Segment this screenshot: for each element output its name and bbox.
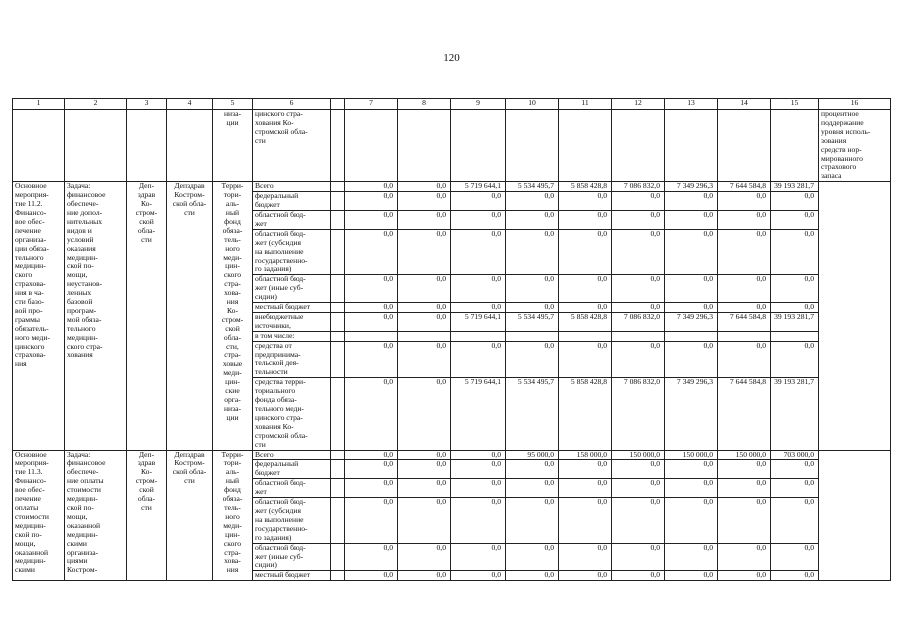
gap-cell: [331, 110, 345, 182]
amount-value: 0,0: [665, 229, 718, 275]
gap-cell: [331, 460, 345, 479]
amount-value: [612, 331, 665, 341]
amount-value: 0,0: [559, 341, 612, 378]
amount-value: 0,0: [718, 460, 771, 479]
carryover-row: [13, 110, 891, 182]
column-number-header: 10: [506, 99, 559, 110]
amount-value: 0,0: [771, 192, 819, 211]
gap-cell: [331, 182, 345, 192]
value-cell: [451, 110, 506, 182]
coordinator-cell: Деп- здрав Ко- стром- ской обла- сти: [127, 182, 167, 450]
amount-value: 0,0: [559, 543, 612, 571]
funding-source-label: федеральный бюджет: [253, 460, 331, 479]
measure-name-cell: Основное мероприя- тие 11.3. Финансо- вое обес- печение оплаты стоимости медицин- ской по- мощи, оказанной медицин- скими: [13, 450, 65, 581]
amount-value: 95 000,0: [506, 450, 559, 460]
amount-value: 0,0: [398, 460, 451, 479]
amount-value: 0,0: [612, 303, 665, 313]
measure-name-cell: Основное мероприя- тие 11.2. Финансо- вое обес- печение организа- ции обяза- тельного медицин- ского страхова- ния в ча- сти базо- вой про- граммы обязатель- ного меди- цинского страхова- ния: [13, 182, 65, 450]
amount-value: 0,0: [451, 460, 506, 479]
amount-value: 7 349 296,3: [665, 378, 718, 450]
task-cell: Задача: финансовое обеспече- ние оплаты стоимости медицин- ской по- мощи, оказанной медицин- скими организа- циями Костром-: [65, 450, 127, 581]
amount-value: 0,0: [559, 571, 612, 581]
amount-value: 39 193 281,7: [771, 182, 819, 192]
gap-cell: [331, 378, 345, 450]
amount-value: [506, 331, 559, 341]
funding-source-label: в том числе:: [253, 331, 331, 341]
amount-value: 0,0: [559, 229, 612, 275]
amount-value: 0,0: [451, 479, 506, 498]
amount-value: 0,0: [506, 229, 559, 275]
coordinator-cell: Деп- здрав Ко- стром- ской обла- сти: [127, 450, 167, 581]
amount-value: 0,0: [506, 210, 559, 229]
column-number-header: 4: [167, 99, 213, 110]
amount-value: 0,0: [771, 210, 819, 229]
column-number-header: 11: [559, 99, 612, 110]
amount-value: 150 000,0: [612, 450, 665, 460]
amount-value: [665, 331, 718, 341]
amount-value: 0,0: [559, 479, 612, 498]
amount-value: 0,0: [718, 341, 771, 378]
gap-cell: [331, 210, 345, 229]
amount-value: 0,0: [345, 571, 398, 581]
amount-value: 0,0: [345, 229, 398, 275]
gap-cell: [331, 303, 345, 313]
indicator-cell: [819, 450, 891, 581]
amount-value: 0,0: [398, 479, 451, 498]
gap-cell: [331, 543, 345, 571]
amount-value: 0,0: [665, 341, 718, 378]
amount-value: 0,0: [398, 275, 451, 303]
amount-value: 0,0: [398, 229, 451, 275]
column-number-header: 2: [65, 99, 127, 110]
funding-source-label: областной бюд- жет: [253, 210, 331, 229]
column-number-header: 12: [612, 99, 665, 110]
column-number-header: 1: [13, 99, 65, 110]
amount-value: 0,0: [345, 450, 398, 460]
amount-value: 0,0: [451, 210, 506, 229]
amount-value: 0,0: [451, 450, 506, 460]
amount-value: 0,0: [771, 275, 819, 303]
amount-value: [771, 331, 819, 341]
column-number-header: 8: [398, 99, 451, 110]
gap-cell: [331, 450, 345, 460]
column-number-header: 16: [819, 99, 891, 110]
amount-value: 39 193 281,7: [771, 378, 819, 450]
amount-value: 0,0: [718, 479, 771, 498]
amount-value: 0,0: [718, 543, 771, 571]
page-number: 120: [443, 52, 460, 64]
value-cell: [718, 110, 771, 182]
gap-cell: [331, 479, 345, 498]
funding-source-label: федеральный бюджет: [253, 192, 331, 211]
indicator-cell: [819, 182, 891, 450]
amount-value: 0,0: [612, 275, 665, 303]
gap-cell: [331, 498, 345, 544]
amount-value: 0,0: [559, 192, 612, 211]
col6-continued-text: цинского стра- хования Ко- стромской обла- сти: [253, 110, 331, 182]
executor-cell: Депздрав Костром- ской обла- сти: [167, 182, 213, 450]
amount-value: 0,0: [559, 210, 612, 229]
participant-cell: Терри- тори- аль- ный фонд обяза- тель- ного меди- цин- ского стра- хова- ния: [213, 450, 253, 581]
amount-value: 0,0: [771, 303, 819, 313]
value-cell: [771, 110, 819, 182]
col1-cell: [13, 110, 65, 182]
amount-value: 0,0: [612, 543, 665, 571]
amount-value: 0,0: [665, 479, 718, 498]
amount-value: 0,0: [665, 543, 718, 571]
amount-value: [559, 331, 612, 341]
amount-value: 7 349 296,3: [665, 182, 718, 192]
amount-value: 0,0: [506, 303, 559, 313]
amount-value: 0,0: [345, 210, 398, 229]
amount-value: 0,0: [345, 275, 398, 303]
amount-value: 0,0: [771, 341, 819, 378]
column-number-header: 3: [127, 99, 167, 110]
amount-value: 0,0: [771, 498, 819, 544]
amount-value: 0,0: [665, 210, 718, 229]
amount-value: 5 534 495,7: [506, 312, 559, 331]
column-number-header: 6: [253, 99, 331, 110]
amount-value: 0,0: [398, 192, 451, 211]
amount-value: 0,0: [559, 275, 612, 303]
table-row: [13, 182, 891, 192]
gap-cell: [331, 229, 345, 275]
col3-cell: [127, 110, 167, 182]
value-cell: [665, 110, 718, 182]
value-cell: [398, 110, 451, 182]
amount-value: 0,0: [612, 498, 665, 544]
amount-value: 0,0: [665, 275, 718, 303]
amount-value: 7 086 832,0: [612, 378, 665, 450]
column-number-header: 5: [213, 99, 253, 110]
amount-value: 0,0: [451, 341, 506, 378]
amount-value: 0,0: [398, 498, 451, 544]
amount-value: 0,0: [451, 275, 506, 303]
amount-value: 5 719 644,1: [451, 378, 506, 450]
amount-value: 0,0: [398, 210, 451, 229]
gap-cell: [331, 192, 345, 211]
amount-value: 0,0: [506, 479, 559, 498]
value-cell: [612, 110, 665, 182]
funding-source-label: Всего: [253, 182, 331, 192]
column-number-header: 13: [665, 99, 718, 110]
funding-source-label: внебюджетные источники,: [253, 312, 331, 331]
amount-value: 0,0: [345, 498, 398, 544]
amount-value: 0,0: [718, 275, 771, 303]
amount-value: 0,0: [451, 303, 506, 313]
amount-value: 0,0: [398, 182, 451, 192]
amount-value: 0,0: [612, 571, 665, 581]
amount-value: 0,0: [345, 312, 398, 331]
amount-value: 0,0: [398, 303, 451, 313]
col4-cell: [167, 110, 213, 182]
amount-value: 0,0: [398, 450, 451, 460]
col5-continued-text: низа- ции: [213, 110, 253, 182]
funding-source-label: местный бюджет: [253, 303, 331, 313]
amount-value: 0,0: [718, 571, 771, 581]
amount-value: 7 086 832,0: [612, 312, 665, 331]
amount-value: 0,0: [506, 275, 559, 303]
col16-continued-text: процентное поддержание уровня исполь- зования средств нор- мированного страхового запаса: [819, 110, 891, 182]
amount-value: 0,0: [665, 192, 718, 211]
amount-value: 0,0: [345, 543, 398, 571]
col2-cell: [65, 110, 127, 182]
amount-value: 5 534 495,7: [506, 378, 559, 450]
column-number-header: [331, 99, 345, 110]
amount-value: 0,0: [612, 341, 665, 378]
amount-value: 0,0: [665, 498, 718, 544]
amount-value: 0,0: [398, 312, 451, 331]
amount-value: 0,0: [506, 543, 559, 571]
amount-value: 0,0: [345, 192, 398, 211]
amount-value: 0,0: [345, 341, 398, 378]
amount-value: 0,0: [612, 460, 665, 479]
amount-value: 0,0: [718, 498, 771, 544]
gap-cell: [331, 275, 345, 303]
amount-value: 0,0: [398, 543, 451, 571]
amount-value: 5 858 428,8: [559, 182, 612, 192]
header-row: [13, 99, 891, 110]
amount-value: 0,0: [612, 210, 665, 229]
amount-value: 150 000,0: [665, 450, 718, 460]
amount-value: 0,0: [345, 303, 398, 313]
column-number-header: 7: [345, 99, 398, 110]
amount-value: 7 349 296,3: [665, 312, 718, 331]
amount-value: 0,0: [665, 303, 718, 313]
amount-value: 5 719 644,1: [451, 312, 506, 331]
amount-value: 0,0: [771, 479, 819, 498]
amount-value: 0,0: [398, 341, 451, 378]
funding-source-label: областной бюд- жет: [253, 479, 331, 498]
funding-source-label: средства терри- ториального фонда обяза- тельного меди- цинского стра- хования Ко- стромской обла- сти: [253, 378, 331, 450]
gap-cell: [331, 571, 345, 581]
task-cell: Задача: финансовое обеспече- ние допол- нительных видов и условий оказания медицин- ской по- мощи, неустанов- ленных базовой програм- мой обяза- тельного медицин- ского стра- хования: [65, 182, 127, 450]
funding-source-label: Всего: [253, 450, 331, 460]
amount-value: 0,0: [345, 460, 398, 479]
amount-value: 0,0: [559, 460, 612, 479]
amount-value: 7 644 584,8: [718, 378, 771, 450]
amount-value: 0,0: [345, 378, 398, 450]
amount-value: 0,0: [451, 229, 506, 275]
gap-cell: [331, 312, 345, 331]
amount-value: 0,0: [506, 498, 559, 544]
amount-value: 39 193 281,7: [771, 312, 819, 331]
column-number-header: 9: [451, 99, 506, 110]
amount-value: 0,0: [345, 479, 398, 498]
column-number-header: 14: [718, 99, 771, 110]
funding-source-label: областной бюд- жет (субсидия на выполнение государственно- го задания): [253, 498, 331, 544]
amount-value: 0,0: [451, 571, 506, 581]
table-row: [13, 450, 891, 460]
amount-value: 7 644 584,8: [718, 312, 771, 331]
amount-value: 0,0: [718, 192, 771, 211]
funding-source-label: областной бюд- жет (иные суб- сидии): [253, 543, 331, 571]
amount-value: 0,0: [559, 303, 612, 313]
column-number-header: 15: [771, 99, 819, 110]
gap-cell: [331, 341, 345, 378]
amount-value: 0,0: [665, 460, 718, 479]
amount-value: 5 719 644,1: [451, 182, 506, 192]
amount-value: 0,0: [771, 543, 819, 571]
value-cell: [345, 110, 398, 182]
amount-value: 0,0: [612, 192, 665, 211]
amount-value: 0,0: [771, 571, 819, 581]
amount-value: 0,0: [506, 341, 559, 378]
amount-value: [345, 331, 398, 341]
amount-value: [451, 331, 506, 341]
amount-value: 0,0: [451, 543, 506, 571]
amount-value: 0,0: [506, 571, 559, 581]
amount-value: 0,0: [718, 303, 771, 313]
amount-value: 703 000,0: [771, 450, 819, 460]
funding-source-label: областной бюд- жет (субсидия на выполнение государственно- го задания): [253, 229, 331, 275]
amount-value: 0,0: [506, 192, 559, 211]
amount-value: 0,0: [451, 498, 506, 544]
value-cell: [559, 110, 612, 182]
amount-value: 150 000,0: [718, 450, 771, 460]
amount-value: 0,0: [506, 460, 559, 479]
amount-value: 0,0: [665, 571, 718, 581]
amount-value: 5 858 428,8: [559, 378, 612, 450]
amount-value: 0,0: [559, 498, 612, 544]
funding-source-label: областной бюд- жет (иные суб- сидии): [253, 275, 331, 303]
amount-value: [398, 331, 451, 341]
amount-value: 0,0: [451, 192, 506, 211]
amount-value: 5 534 495,7: [506, 182, 559, 192]
gap-cell: [331, 331, 345, 341]
amount-value: 0,0: [718, 210, 771, 229]
amount-value: 7 086 832,0: [612, 182, 665, 192]
amount-value: 5 858 428,8: [559, 312, 612, 331]
value-cell: [506, 110, 559, 182]
amount-value: 0,0: [771, 229, 819, 275]
amount-value: 158 000,0: [559, 450, 612, 460]
amount-value: 0,0: [612, 229, 665, 275]
amount-value: 0,0: [345, 182, 398, 192]
amount-value: 0,0: [771, 460, 819, 479]
amount-value: 0,0: [718, 229, 771, 275]
amount-value: 7 644 584,8: [718, 182, 771, 192]
funding-source-label: средства от предпринима- тельской дея- тельности: [253, 341, 331, 378]
participant-cell: Терри- тори- аль- ный фонд обяза- тель- ного меди- цин- ского стра- хова- ния Ко- стром- ской обла- сти, стра- ховые меди- цин- ские орга- низа- ции: [213, 182, 253, 450]
executor-cell: Депздрав Костром- ской обла- сти: [167, 450, 213, 581]
amount-value: 0,0: [398, 571, 451, 581]
amount-value: 0,0: [612, 479, 665, 498]
amount-value: [718, 331, 771, 341]
amount-value: 0,0: [398, 378, 451, 450]
budget-table: [12, 98, 891, 581]
funding-source-label: местный бюджет: [253, 571, 331, 581]
